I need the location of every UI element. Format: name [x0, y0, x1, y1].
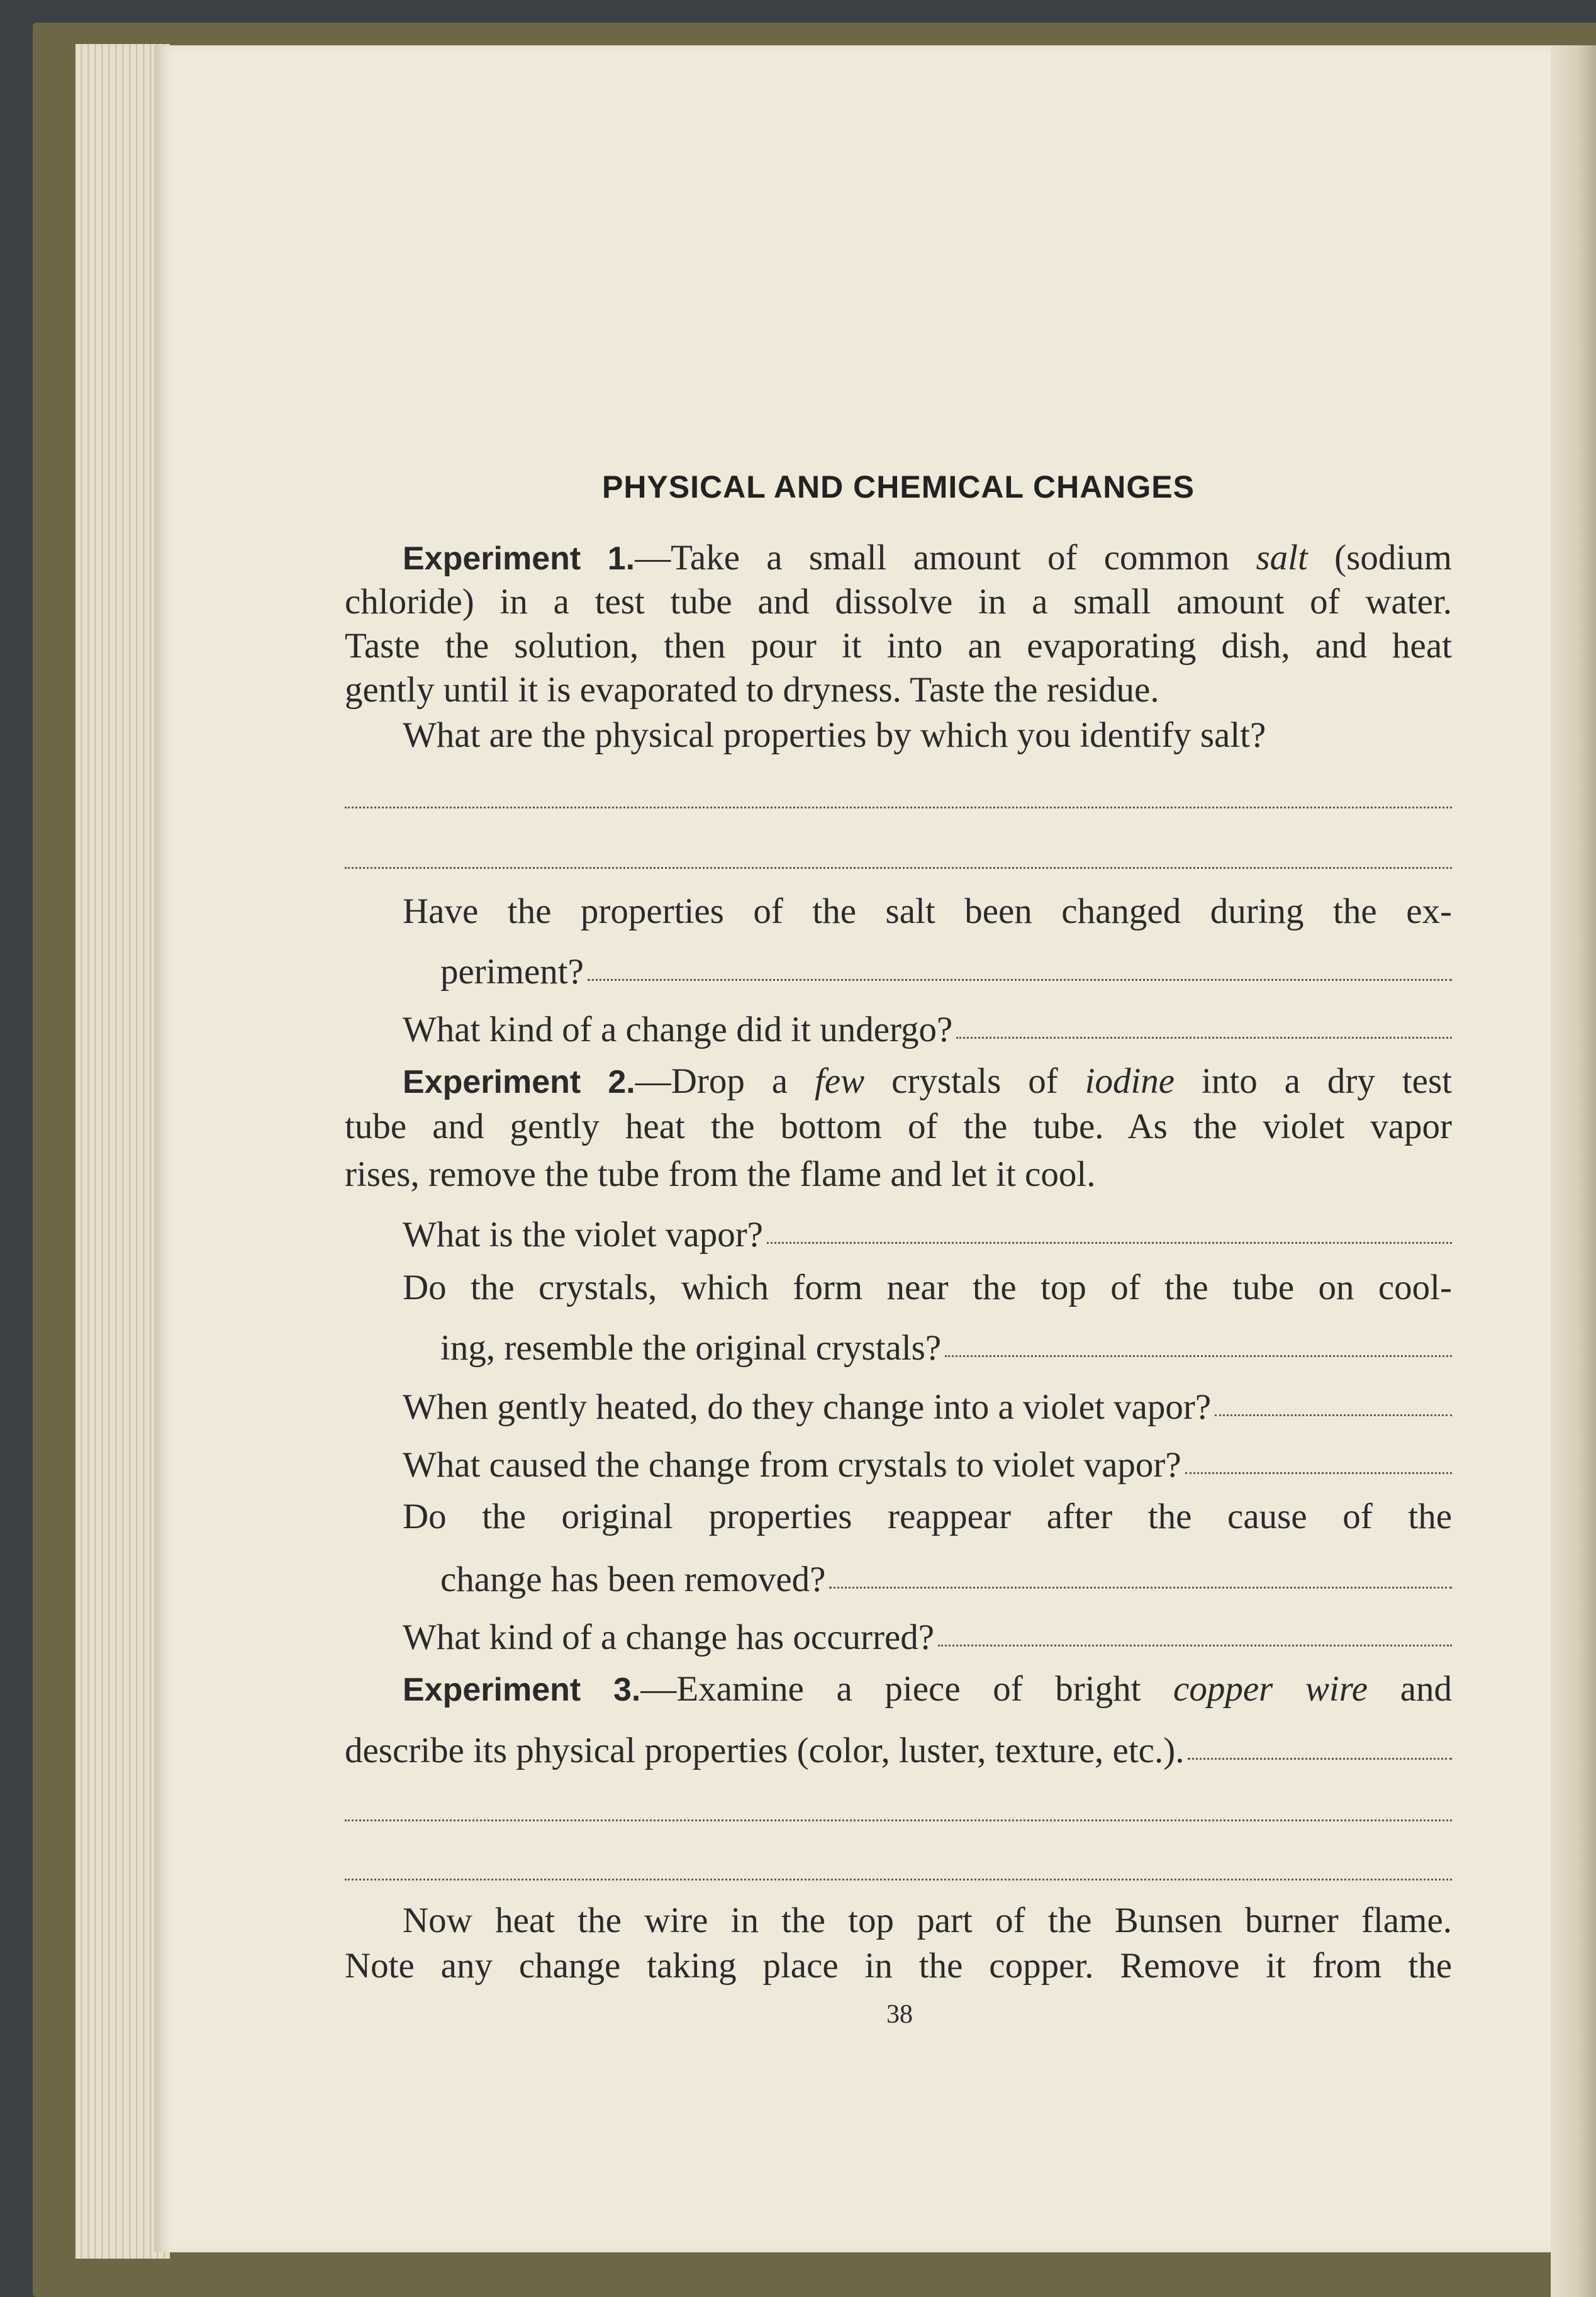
exp3-copper-wire: copper wire — [1173, 1669, 1368, 1709]
exp3-line2: describe its physical properties (color, luster, texture, etc.). — [345, 1730, 1452, 1771]
exp1-line1: Experiment 1.—Take a small amount of common salt (sodium — [403, 538, 1452, 578]
exp2-iodine: iodine — [1085, 1061, 1175, 1101]
exp3-label: Experiment 3. — [403, 1672, 641, 1708]
exp2-question5-cont: change has been removed? — [440, 1559, 1452, 1600]
exp2-line3: rises, remove the tube from the flame and let it cool. — [345, 1154, 1096, 1194]
exp1-salt: salt — [1256, 538, 1308, 578]
exp1-label: Experiment 1. — [403, 540, 635, 577]
answer-line[interactable] — [767, 1242, 1452, 1244]
exp1-question2-cont: periment? — [440, 951, 1452, 992]
exp3-paragraph-line2: Note any change taking place in the copper. Remove it from the — [345, 1946, 1452, 1986]
answer-line[interactable] — [345, 807, 1452, 808]
answer-line[interactable] — [588, 979, 1452, 981]
exp1-question1: What are the physical properties by which you identify salt? — [403, 715, 1266, 755]
exp1-line3: Taste the solution, then pour it into an evaporating dish, and heat — [345, 626, 1452, 666]
page-number: 38 — [886, 2000, 913, 2029]
answer-line[interactable] — [345, 867, 1452, 869]
answer-line[interactable] — [345, 1819, 1452, 1821]
exp2-question4: What caused the change from crystals to violet vapor? — [403, 1445, 1452, 1485]
exp3-line1: Experiment 3.—Examine a piece of bright copper wire and — [403, 1669, 1452, 1709]
answer-line[interactable] — [829, 1587, 1452, 1589]
answer-line[interactable] — [345, 1879, 1452, 1881]
exp1-question2: Have the properties of the salt been changed during the ex- — [403, 891, 1452, 931]
page-title: PHYSICAL AND CHEMICAL CHANGES — [601, 469, 1195, 505]
answer-line[interactable] — [1188, 1758, 1452, 1760]
exp2-question2-cont: ing, resemble the original crystals? — [440, 1327, 1452, 1368]
exp2-question5: Do the original properties reappear after the cause of the — [403, 1497, 1452, 1536]
answer-line[interactable] — [1215, 1414, 1452, 1416]
exp3-paragraph-line1: Now heat the wire in the top part of the Bunsen burner flame. — [403, 1901, 1452, 1940]
exp2-question3: When gently heated, do they change into a violet vapor? — [403, 1387, 1452, 1428]
exp2-line2: tube and gently heat the bottom of the tube. As the violet vapor — [345, 1107, 1452, 1146]
page-gutter — [1551, 45, 1596, 2297]
exp2-question1: What is the violet vapor? — [403, 1214, 1452, 1255]
exp2-line1: Experiment 2.—Drop a few crystals of iodine into a dry test — [403, 1061, 1452, 1101]
answer-line[interactable] — [956, 1037, 1452, 1039]
exp2-question2: Do the crystals, which form near the top of the tube on cool- — [403, 1268, 1452, 1307]
exp2-question6: What kind of a change has occurred? — [403, 1617, 1452, 1658]
exp1-line2: chloride) in a test tube and dissolve in a small amount of water. — [345, 582, 1452, 622]
answer-line[interactable] — [945, 1355, 1452, 1357]
answer-line[interactable] — [938, 1645, 1452, 1646]
exp2-few: few — [815, 1061, 865, 1101]
answer-line[interactable] — [1185, 1472, 1452, 1474]
exp1-question3: What kind of a change did it undergo? — [403, 1009, 1452, 1050]
exp1-line4: gently until it is evaporated to dryness. Taste the residue. — [345, 670, 1159, 710]
exp2-label: Experiment 2. — [403, 1064, 635, 1100]
